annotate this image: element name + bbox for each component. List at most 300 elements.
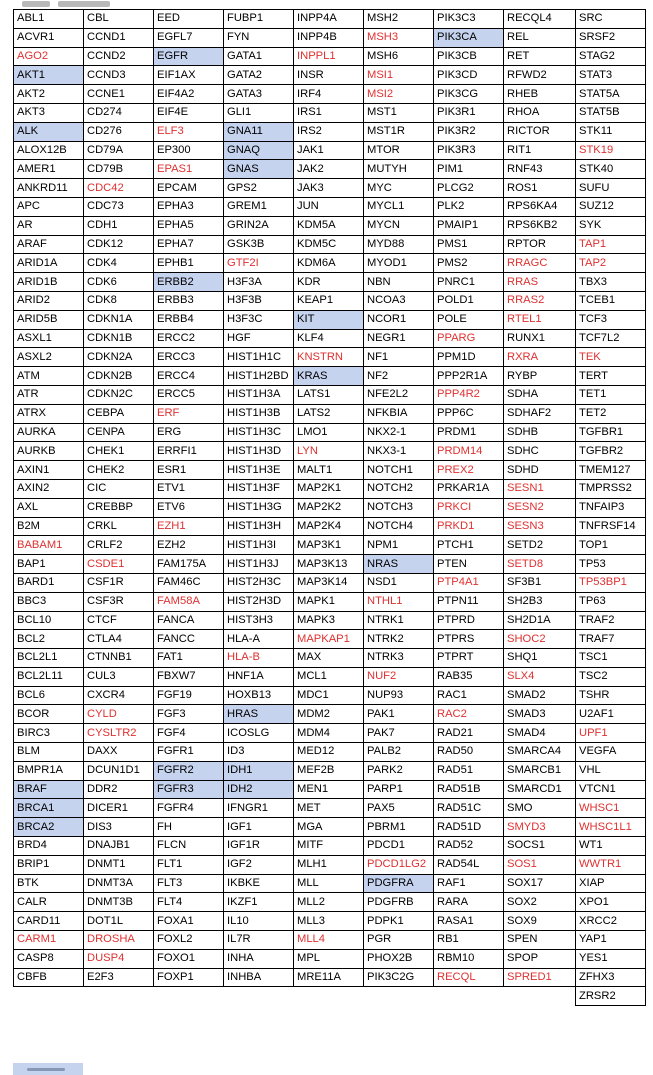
gene-cell: B2M: [14, 517, 84, 536]
gene-cell: DCUN1D1: [84, 761, 154, 780]
gene-cell: CUL3: [84, 667, 154, 686]
table-row: [14, 310, 646, 329]
gene-cell: CTLA4: [84, 630, 154, 649]
gene-cell: PRDM14: [434, 442, 504, 461]
gene-cell: RHOA: [504, 103, 576, 122]
gene-cell: SLX4: [504, 667, 576, 686]
gene-cell: IKZF1: [224, 893, 294, 912]
gene-cell: CDKN2B: [84, 367, 154, 386]
gene-cell: KNSTRN: [294, 348, 364, 367]
gene-cell: EIF4E: [154, 103, 224, 122]
gene-cell: BLM: [14, 743, 84, 762]
table-row: [14, 968, 646, 987]
table-row: [14, 949, 646, 968]
gene-cell: PDPK1: [364, 912, 434, 931]
gene-cell: RAD51C: [434, 799, 504, 818]
gene-cell: HLA-A: [224, 630, 294, 649]
gene-cell: RAD51: [434, 761, 504, 780]
gene-cell: SPEN: [504, 931, 576, 950]
gene-cell: MAP2K2: [294, 498, 364, 517]
gene-cell: VEGFA: [576, 743, 646, 762]
gene-cell: SOX9: [504, 912, 576, 931]
table-row: [14, 987, 646, 1006]
gene-cell: GATA3: [224, 85, 294, 104]
gene-cell: DNMT3A: [84, 874, 154, 893]
gene-cell: RRAGC: [504, 254, 576, 273]
gene-cell: MYOD1: [364, 254, 434, 273]
gene-cell: SESN2: [504, 498, 576, 517]
gene-cell: FANCA: [154, 611, 224, 630]
gene-cell: HIST1H3D: [224, 442, 294, 461]
gene-cell: RXRA: [504, 348, 576, 367]
gene-cell: IL7R: [224, 931, 294, 950]
gene-cell: RECQL4: [504, 10, 576, 29]
gene-cell: KRAS: [294, 367, 364, 386]
gene-cell: UPF1: [576, 724, 646, 743]
gene-cell: CDKN1B: [84, 329, 154, 348]
gene-cell: MYCN: [364, 216, 434, 235]
gene-cell: HIST1H3G: [224, 498, 294, 517]
table-row: [14, 912, 646, 931]
gene-cell: NTRK2: [364, 630, 434, 649]
gene-cell: FGFR4: [154, 799, 224, 818]
gene-cell: TSC2: [576, 667, 646, 686]
gene-cell: RPS6KA4: [504, 197, 576, 216]
gene-cell: BRD4: [14, 837, 84, 856]
gene-cell: ETV6: [154, 498, 224, 517]
table-row: [14, 291, 646, 310]
gene-cell: CCNE1: [84, 85, 154, 104]
gene-cell: MDM4: [294, 724, 364, 743]
gene-cell: SMAD2: [504, 686, 576, 705]
gene-cell: CCND2: [84, 47, 154, 66]
gene-cell: MLL2: [294, 893, 364, 912]
gene-cell: CDKN2C: [84, 385, 154, 404]
gene-cell: WT1: [576, 837, 646, 856]
gene-cell: WHSC1L1: [576, 818, 646, 837]
gene-cell: PIK3CD: [434, 66, 504, 85]
gene-cell: TMPRSS2: [576, 479, 646, 498]
gene-cell: REL: [504, 28, 576, 47]
gene-cell: FAM58A: [154, 592, 224, 611]
gene-cell: GATA1: [224, 47, 294, 66]
gene-cell: SUZ12: [576, 197, 646, 216]
gene-cell: AURKB: [14, 442, 84, 461]
gene-cell: PIK3CB: [434, 47, 504, 66]
gene-cell: MYCL1: [364, 197, 434, 216]
gene-cell: RET: [504, 47, 576, 66]
table-row: [14, 367, 646, 386]
gene-cell: CBFB: [14, 968, 84, 987]
gene-cell: PAX5: [364, 799, 434, 818]
gene-cell: NTRK3: [364, 649, 434, 668]
gene-cell: HIST1H1C: [224, 348, 294, 367]
gene-cell: PTEN: [434, 555, 504, 574]
gene-cell: TET2: [576, 404, 646, 423]
table-row: [14, 837, 646, 856]
gene-cell: ATR: [14, 385, 84, 404]
gene-cell: FGF3: [154, 705, 224, 724]
gene-cell: PRKD1: [434, 517, 504, 536]
gene-cell: RPTOR: [504, 235, 576, 254]
gene-cell: ATM: [14, 367, 84, 386]
gene-cell: NFKBIA: [364, 404, 434, 423]
gene-cell: MPL: [294, 949, 364, 968]
gene-cell: HGF: [224, 329, 294, 348]
gene-cell: TNFRSF14: [576, 517, 646, 536]
gene-cell: SMAD3: [504, 705, 576, 724]
gene-cell: PTPRS: [434, 630, 504, 649]
gene-cell: PHOX2B: [364, 949, 434, 968]
table-row: [14, 85, 646, 104]
gene-cell: NRAS: [364, 555, 434, 574]
table-row: [14, 160, 646, 179]
gene-cell: CD79A: [84, 141, 154, 160]
gene-cell: LATS2: [294, 404, 364, 423]
table-row: [14, 235, 646, 254]
gene-cell: KDM5A: [294, 216, 364, 235]
table-row: [14, 273, 646, 292]
gene-cell: RFWD2: [504, 66, 576, 85]
gene-cell: SH2D1A: [504, 611, 576, 630]
gene-cell: EGFL7: [154, 28, 224, 47]
gene-cell: MITF: [294, 837, 364, 856]
gene-cell: RRAS: [504, 273, 576, 292]
gene-cell: JAK3: [294, 179, 364, 198]
gene-cell: BRAF: [14, 780, 84, 799]
gene-cell: ERCC4: [154, 367, 224, 386]
empty-cell: [364, 987, 434, 1006]
gene-cell: FGF19: [154, 686, 224, 705]
gene-cell: BIRC3: [14, 724, 84, 743]
gene-cell: NTRK1: [364, 611, 434, 630]
gene-cell: RPS6KB2: [504, 216, 576, 235]
gene-cell: NUF2: [364, 667, 434, 686]
gene-cell: STAG2: [576, 47, 646, 66]
gene-cell: DDR2: [84, 780, 154, 799]
gene-cell: STAT5A: [576, 85, 646, 104]
gene-cell: CDK4: [84, 254, 154, 273]
gene-table-body: [14, 10, 646, 1006]
gene-cell: POLD1: [434, 291, 504, 310]
gene-cell: NPM1: [364, 536, 434, 555]
gene-cell: E2F3: [84, 968, 154, 987]
gene-cell: ETV1: [154, 479, 224, 498]
gene-cell: CCND3: [84, 66, 154, 85]
gene-cell: IRF4: [294, 85, 364, 104]
gene-cell: RRAS2: [504, 291, 576, 310]
gene-cell: YAP1: [576, 931, 646, 950]
gene-cell: TCF7L2: [576, 329, 646, 348]
gene-cell: FAT1: [154, 649, 224, 668]
gene-cell: CDH1: [84, 216, 154, 235]
gene-cell: HIST1H3F: [224, 479, 294, 498]
table-row: [14, 404, 646, 423]
gene-cell: IDH2: [224, 780, 294, 799]
gene-cell: FAM46C: [154, 573, 224, 592]
gene-cell: STK40: [576, 160, 646, 179]
gene-cell: TP63: [576, 592, 646, 611]
gene-cell: RTEL1: [504, 310, 576, 329]
gene-cell: RAC1: [434, 686, 504, 705]
gene-cell: MST1R: [364, 122, 434, 141]
gene-cell: RARA: [434, 893, 504, 912]
gene-cell: SMARCB1: [504, 761, 576, 780]
gene-cell: PREX2: [434, 461, 504, 480]
table-row: [14, 649, 646, 668]
table-row: [14, 141, 646, 160]
gene-cell: WHSC1: [576, 799, 646, 818]
gene-cell: BRCA1: [14, 799, 84, 818]
gene-cell: SPOP: [504, 949, 576, 968]
gene-cell: CARM1: [14, 931, 84, 950]
gene-cell: PIK3C2G: [364, 968, 434, 987]
gene-cell: CHEK2: [84, 461, 154, 480]
gene-cell: GSK3B: [224, 235, 294, 254]
gene-cell: FLT4: [154, 893, 224, 912]
gene-cell: CD276: [84, 122, 154, 141]
gene-cell: ABL1: [14, 10, 84, 29]
gene-cell: XPO1: [576, 893, 646, 912]
gene-cell: GATA2: [224, 66, 294, 85]
gene-cell: TOP1: [576, 536, 646, 555]
gene-cell: ARID5B: [14, 310, 84, 329]
gene-cell: KLF4: [294, 329, 364, 348]
gene-cell: MCL1: [294, 667, 364, 686]
gene-cell: BCL2L11: [14, 667, 84, 686]
gene-cell: PALB2: [364, 743, 434, 762]
gene-panel-table: [13, 9, 646, 1006]
gene-cell: FGFR1: [154, 743, 224, 762]
gene-cell: MAP3K14: [294, 573, 364, 592]
gene-cell: FOXP1: [154, 968, 224, 987]
gene-cell: CTNNB1: [84, 649, 154, 668]
gene-cell: HRAS: [224, 705, 294, 724]
gene-cell: CSDE1: [84, 555, 154, 574]
gene-cell: CXCR4: [84, 686, 154, 705]
gene-cell: RYBP: [504, 367, 576, 386]
gene-cell: SRC: [576, 10, 646, 29]
gene-cell: EPHA5: [154, 216, 224, 235]
gene-cell: RASA1: [434, 912, 504, 931]
gene-cell: ZFHX3: [576, 968, 646, 987]
empty-cell: [434, 987, 504, 1006]
gene-cell: ACVR1: [14, 28, 84, 47]
gene-cell: ZRSR2: [576, 987, 646, 1006]
table-row: [14, 705, 646, 724]
gene-cell: MSH2: [364, 10, 434, 29]
gene-cell: CEBPA: [84, 404, 154, 423]
gene-cell: SMO: [504, 799, 576, 818]
table-row: [14, 855, 646, 874]
gene-cell: XRCC2: [576, 912, 646, 931]
gene-cell: CDC73: [84, 197, 154, 216]
gene-cell: MALT1: [294, 461, 364, 480]
gene-cell: SMARCA4: [504, 743, 576, 762]
table-row: [14, 254, 646, 273]
gene-cell: GREM1: [224, 197, 294, 216]
table-row: [14, 630, 646, 649]
gene-cell: CDK12: [84, 235, 154, 254]
table-row: [14, 348, 646, 367]
gene-cell: TBX3: [576, 273, 646, 292]
gene-cell: POLE: [434, 310, 504, 329]
gene-cell: PIM1: [434, 160, 504, 179]
gene-cell: NCOA3: [364, 291, 434, 310]
gene-cell: CTCF: [84, 611, 154, 630]
gene-cell: RUNX1: [504, 329, 576, 348]
gene-cell: HIST2H3D: [224, 592, 294, 611]
gene-cell: ERCC2: [154, 329, 224, 348]
gene-cell: SESN3: [504, 517, 576, 536]
gene-cell: CDC42: [84, 179, 154, 198]
gene-cell: CARD11: [14, 912, 84, 931]
gene-cell: AXL: [14, 498, 84, 517]
gene-cell: CASP8: [14, 949, 84, 968]
gene-cell: EED: [154, 10, 224, 29]
gene-cell: SRSF2: [576, 28, 646, 47]
gene-cell: GRIN2A: [224, 216, 294, 235]
gene-cell: PIK3R2: [434, 122, 504, 141]
table-row: [14, 743, 646, 762]
table-row: [14, 799, 646, 818]
gene-cell: PAK7: [364, 724, 434, 743]
gene-cell: MED12: [294, 743, 364, 762]
gene-cell: FH: [154, 818, 224, 837]
gene-cell: FOXA1: [154, 912, 224, 931]
gene-cell: FGFR2: [154, 761, 224, 780]
gene-cell: PIK3CG: [434, 85, 504, 104]
gene-cell: INPP4A: [294, 10, 364, 29]
gene-cell: HIST1H2BD: [224, 367, 294, 386]
gene-cell: SETD8: [504, 555, 576, 574]
gene-cell: CCND1: [84, 28, 154, 47]
gene-cell: KEAP1: [294, 291, 364, 310]
gene-cell: IKBKE: [224, 874, 294, 893]
gene-cell: AKT1: [14, 66, 84, 85]
gene-cell: GNAS: [224, 160, 294, 179]
gene-cell: SHQ1: [504, 649, 576, 668]
gene-cell: PTCH1: [434, 536, 504, 555]
gene-cell: PIK3R1: [434, 103, 504, 122]
gene-cell: EZH2: [154, 536, 224, 555]
gene-cell: FLT3: [154, 874, 224, 893]
gene-cell: PMAIP1: [434, 216, 504, 235]
gene-cell: PIK3C3: [434, 10, 504, 29]
gene-cell: VHL: [576, 761, 646, 780]
gene-cell: DICER1: [84, 799, 154, 818]
gene-cell: RIT1: [504, 141, 576, 160]
gene-cell: RAF1: [434, 874, 504, 893]
gene-cell: WWTR1: [576, 855, 646, 874]
gene-cell: CD274: [84, 103, 154, 122]
gene-cell: TP53BP1: [576, 573, 646, 592]
gene-cell: ERBB2: [154, 273, 224, 292]
gene-cell: ALOX12B: [14, 141, 84, 160]
gene-cell: SUFU: [576, 179, 646, 198]
gene-cell: EIF1AX: [154, 66, 224, 85]
gene-cell: HIST1H3A: [224, 385, 294, 404]
gene-cell: MLL: [294, 874, 364, 893]
gene-cell: MLH1: [294, 855, 364, 874]
gene-cell: HIST1H3C: [224, 423, 294, 442]
gene-cell: TEK: [576, 348, 646, 367]
gene-cell: ARID1A: [14, 254, 84, 273]
gene-cell: NOTCH2: [364, 479, 434, 498]
empty-cell: [84, 987, 154, 1006]
gene-cell: PMS1: [434, 235, 504, 254]
gene-cell: MAPKAP1: [294, 630, 364, 649]
gene-cell: MGA: [294, 818, 364, 837]
gene-cell: SDHB: [504, 423, 576, 442]
gene-cell: RAD52: [434, 837, 504, 856]
gene-cell: RAD51D: [434, 818, 504, 837]
gene-cell: RICTOR: [504, 122, 576, 141]
table-row: [14, 761, 646, 780]
gene-cell: DAXX: [84, 743, 154, 762]
gene-cell: RAD54L: [434, 855, 504, 874]
gene-cell: ID3: [224, 743, 294, 762]
gene-cell: MEN1: [294, 780, 364, 799]
gene-cell: PDGFRA: [364, 874, 434, 893]
gene-cell: PBRM1: [364, 818, 434, 837]
gene-cell: MAX: [294, 649, 364, 668]
table-row: [14, 555, 646, 574]
gene-cell: ERF: [154, 404, 224, 423]
gene-cell: CRLF2: [84, 536, 154, 555]
gene-cell: IDH1: [224, 761, 294, 780]
gene-cell: CDKN2A: [84, 348, 154, 367]
gene-cell: BABAM1: [14, 536, 84, 555]
table-row: [14, 28, 646, 47]
gene-cell: NCOR1: [364, 310, 434, 329]
table-row: [14, 103, 646, 122]
empty-cell: [294, 987, 364, 1006]
gene-cell: PPP2R1A: [434, 367, 504, 386]
empty-cell: [154, 987, 224, 1006]
gene-cell: GPS2: [224, 179, 294, 198]
gene-cell: SDHA: [504, 385, 576, 404]
table-row: [14, 442, 646, 461]
gene-cell: MTOR: [364, 141, 434, 160]
gene-cell: DUSP4: [84, 949, 154, 968]
gene-cell: RNF43: [504, 160, 576, 179]
gene-cell: JUN: [294, 197, 364, 216]
table-row: [14, 197, 646, 216]
gene-cell: RAD51B: [434, 780, 504, 799]
gene-cell: FLCN: [154, 837, 224, 856]
gene-cell: TAP1: [576, 235, 646, 254]
gene-cell: ELF3: [154, 122, 224, 141]
gene-cell: CDK8: [84, 291, 154, 310]
gene-cell: NSD1: [364, 573, 434, 592]
gene-cell: PPP4R2: [434, 385, 504, 404]
table-row: [14, 874, 646, 893]
table-row: [14, 724, 646, 743]
gene-cell: MSI1: [364, 66, 434, 85]
table-row: [14, 479, 646, 498]
gene-cell: AXIN1: [14, 461, 84, 480]
table-row: [14, 667, 646, 686]
gene-cell: CBL: [84, 10, 154, 29]
table-row: [14, 818, 646, 837]
gene-cell: INPPL1: [294, 47, 364, 66]
gene-cell: SOS1: [504, 855, 576, 874]
table-row: [14, 931, 646, 950]
gene-cell: FBXW7: [154, 667, 224, 686]
gene-cell: TMEM127: [576, 461, 646, 480]
gene-cell: SOX17: [504, 874, 576, 893]
